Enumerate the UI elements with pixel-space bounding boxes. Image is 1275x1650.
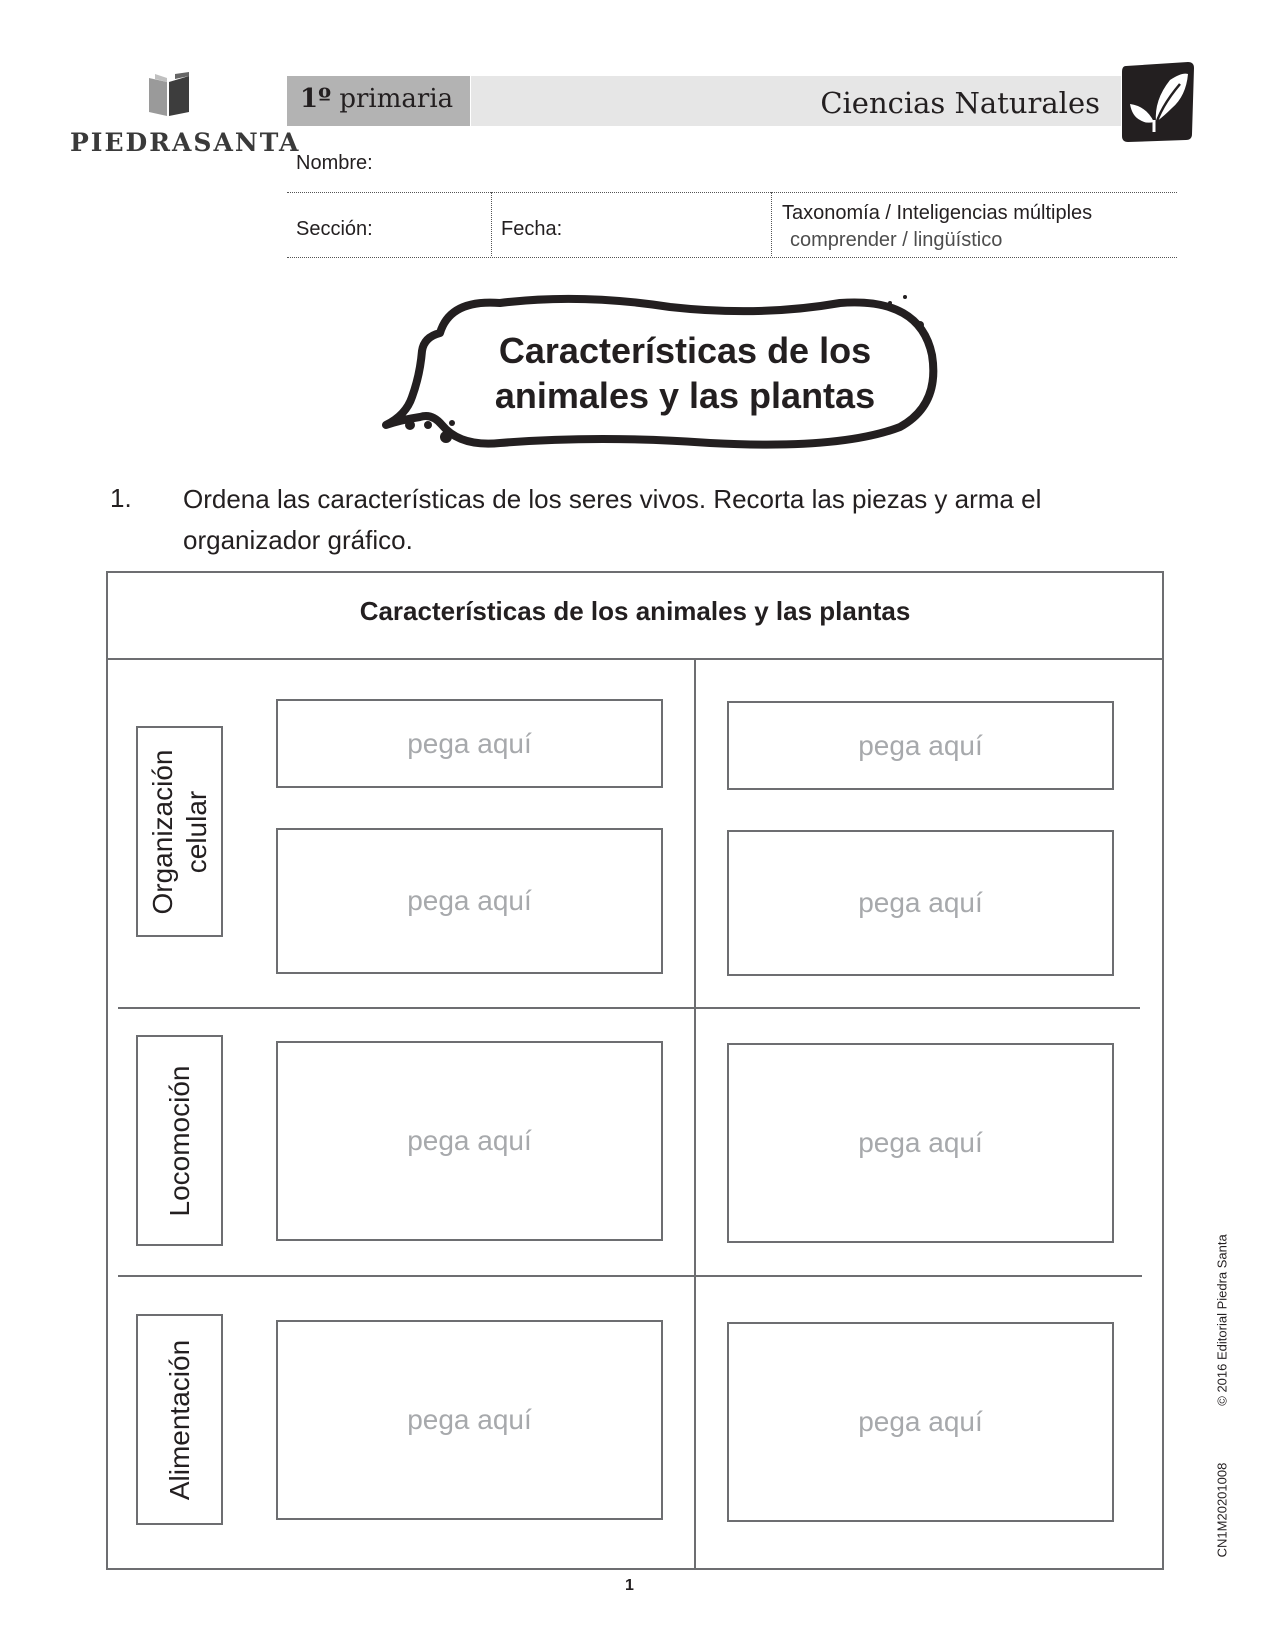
row-label-line: Organización: [146, 749, 178, 914]
page-title-line: animales y las plantas: [494, 375, 876, 416]
divider: [771, 192, 772, 256]
divider: [287, 192, 1177, 193]
fecha-field-label: Fecha:: [501, 218, 563, 240]
divider: [491, 192, 492, 256]
page-title-line: Características de los: [498, 330, 872, 371]
page-number: 1: [625, 1577, 634, 1594]
organizer-divider: [118, 1275, 1142, 1277]
paste-area[interactable]: [727, 1322, 1114, 1522]
document-code: CN1M20201008: [1214, 1462, 1230, 1558]
grade-number: 1º: [300, 84, 332, 114]
row-label-box: [136, 726, 223, 937]
organizer-title: Características de los animales y las plantas: [359, 596, 911, 626]
paste-area-label: pega aquí: [858, 729, 983, 761]
seccion-field-label: Sección:: [296, 218, 373, 240]
nombre-field-label: Nombre:: [296, 152, 373, 174]
paste-area-label: pega aquí: [407, 1404, 532, 1435]
paste-area-label: pega aquí: [407, 1125, 532, 1156]
paste-area-label: pega aquí: [407, 727, 532, 759]
instruction-text: Ordena las características de los seres vivos. Recorta las piezas y arma el organizador gráfico.: [183, 484, 1042, 555]
paste-area[interactable]: [727, 1043, 1114, 1243]
paste-area[interactable]: [276, 699, 663, 788]
grade-label: [300, 84, 453, 114]
row-label-box: [136, 1035, 223, 1246]
publisher-logo: [70, 72, 301, 162]
leaf-icon: [1118, 60, 1196, 144]
taxonomy-subtitle: comprender / lingüístico: [790, 229, 1003, 251]
copyright-notice: © 2016 Editorial Piedra Santa: [1214, 1234, 1230, 1406]
paste-area[interactable]: [276, 1041, 663, 1241]
paste-area[interactable]: [727, 830, 1114, 976]
taxonomy-title: Taxonomía / Inteligencias múltiples: [782, 202, 1093, 224]
page-title: [430, 328, 940, 418]
row-label-locomocion: Locomoción: [163, 1065, 195, 1216]
paste-area[interactable]: [727, 701, 1114, 790]
publisher-name: PIEDRASANTA: [70, 128, 301, 157]
instruction-number: 1.: [110, 483, 132, 513]
organizer-divider: [106, 658, 1164, 660]
grade-level: primaria: [339, 84, 454, 114]
paste-area-label: pega aquí: [407, 885, 532, 916]
row-label-alimentacion: Alimentación: [163, 1339, 195, 1500]
organizer-divider: [694, 659, 696, 1570]
paste-area[interactable]: [276, 828, 663, 974]
row-label-organizacion-celular: [146, 749, 214, 914]
row-label-line: celular: [180, 790, 212, 873]
paste-area-label: pega aquí: [858, 1406, 983, 1437]
paste-area-label: pega aquí: [858, 1127, 983, 1158]
book-logo-icon: [145, 72, 195, 118]
subject-title: Ciencias Naturales: [820, 86, 1100, 120]
divider: [287, 257, 1177, 258]
organizer-divider: [118, 1007, 1140, 1009]
paste-area-label: pega aquí: [858, 887, 983, 918]
paste-area[interactable]: [276, 1320, 663, 1520]
row-label-box: [136, 1314, 223, 1525]
